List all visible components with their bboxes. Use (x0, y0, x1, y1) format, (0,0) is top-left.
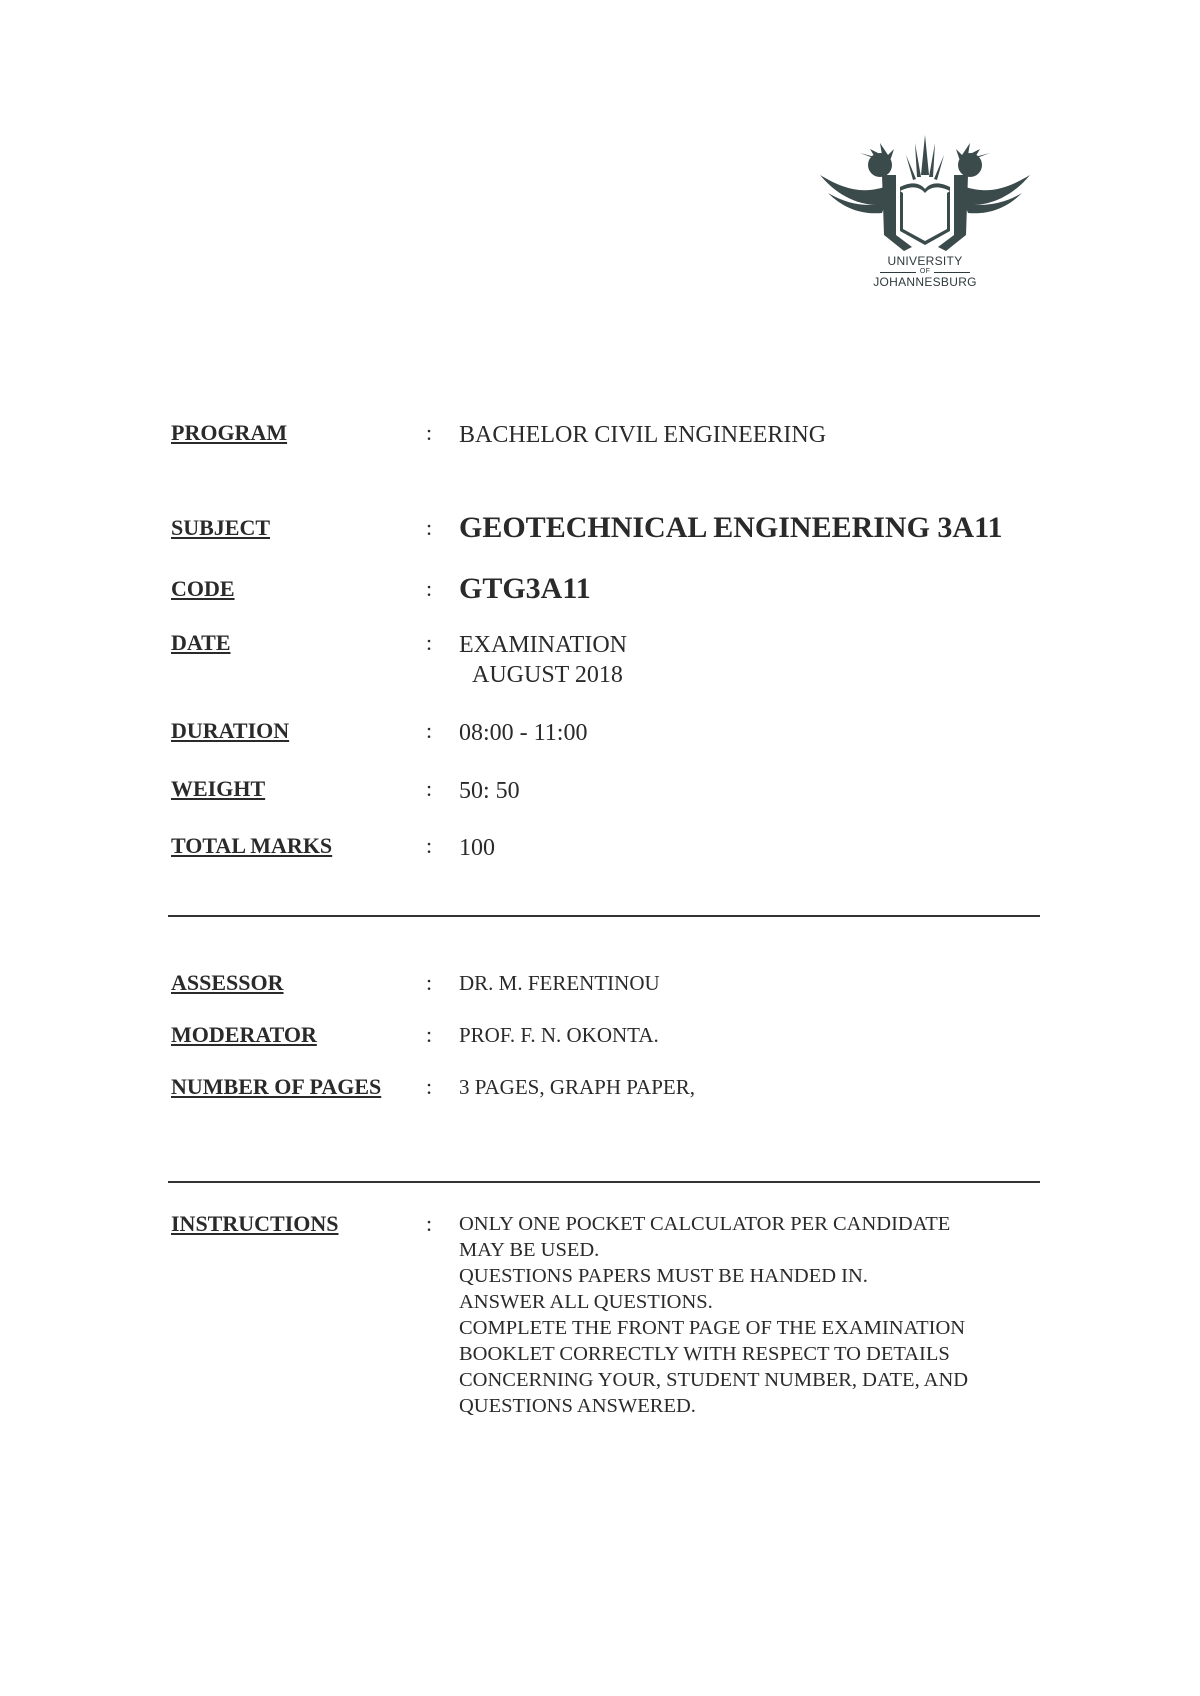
moderator-colon: : (426, 1022, 433, 1047)
date-label: DATE (171, 630, 231, 655)
code-row (171, 570, 591, 608)
logo-rule-right (934, 272, 970, 273)
assessor-colon: : (426, 970, 433, 995)
date-line-examination: EXAMINATION (459, 632, 627, 658)
code-label: CODE (171, 576, 235, 601)
moderator-row (171, 1022, 659, 1048)
divider-top (168, 915, 1040, 917)
duration-label: DURATION (171, 718, 290, 743)
program-colon: : (426, 420, 433, 445)
instruction-line: BOOKLET CORRECTLY WITH RESPECT TO DETAILS (459, 1343, 950, 1365)
duration-value: 08:00 - 11:00 (459, 720, 588, 746)
weight-colon: : (426, 776, 433, 801)
total-marks-value: 100 (459, 835, 495, 861)
subject-row (171, 509, 1002, 547)
moderator-label: MODERATOR (171, 1022, 317, 1047)
instruction-line: QUESTIONS PAPERS MUST BE HANDED IN. (459, 1265, 868, 1287)
instruction-line: ONLY ONE POCKET CALCULATOR PER CANDIDATE (459, 1213, 951, 1235)
date-row (171, 630, 627, 690)
divider-bottom (168, 1181, 1040, 1183)
assessor-value: DR. M. FERENTINOU (459, 971, 660, 995)
date-value (459, 630, 627, 690)
program-row (171, 420, 826, 450)
subject-label: SUBJECT (171, 515, 271, 540)
date-colon: : (426, 630, 433, 655)
instruction-line: ANSWER ALL QUESTIONS. (459, 1291, 713, 1313)
instruction-line: COMPLETE THE FRONT PAGE OF THE EXAMINATION (459, 1317, 966, 1339)
date-line-month: AUGUST 2018 (472, 662, 623, 688)
subject-value: GEOTECHNICAL ENGINEERING 3A11 (459, 511, 1003, 544)
program-label: PROGRAM (171, 420, 288, 445)
subject-colon: : (426, 515, 433, 540)
logo-line-johannesburg: JOHANNESBURG (873, 274, 977, 289)
program-value: BACHELOR CIVIL ENGINEERING (459, 422, 827, 448)
instructions-list (459, 1211, 1039, 1419)
duration-colon: : (426, 718, 433, 743)
total-marks-row (171, 833, 495, 863)
assessor-label: ASSESSOR (171, 970, 284, 995)
code-colon: : (426, 576, 433, 601)
moderator-value: PROF. F. N. OKONTA. (459, 1023, 659, 1047)
pages-colon: : (426, 1074, 433, 1099)
pages-label: NUMBER OF PAGES (171, 1074, 382, 1099)
logo-line-university: UNIVERSITY (887, 254, 963, 268)
instructions-label: INSTRUCTIONS (171, 1211, 339, 1236)
code-value: GTG3A11 (459, 572, 591, 605)
logo-of-text: OF (919, 268, 931, 276)
instructions-colon: : (426, 1211, 433, 1236)
assessor-row (171, 970, 660, 996)
university-crest-icon (820, 135, 1030, 255)
logo-wordmark (820, 255, 1030, 289)
university-logo (820, 135, 1030, 289)
instructions-row (171, 1211, 1039, 1419)
weight-value: 50: 50 (459, 778, 520, 804)
pages-row (171, 1074, 695, 1100)
weight-label: WEIGHT (171, 776, 266, 801)
total-marks-colon: : (426, 833, 433, 858)
instruction-line: MAY BE USED. (459, 1239, 600, 1261)
logo-rule-left (880, 272, 916, 273)
instruction-line: CONCERNING YOUR, STUDENT NUMBER, DATE, AND (459, 1369, 969, 1391)
pages-value: 3 PAGES, GRAPH PAPER, (459, 1075, 695, 1099)
weight-row (171, 776, 520, 806)
instruction-line: QUESTIONS ANSWERED. (459, 1395, 696, 1417)
duration-row (171, 718, 587, 748)
total-marks-label: TOTAL MARKS (171, 833, 333, 858)
